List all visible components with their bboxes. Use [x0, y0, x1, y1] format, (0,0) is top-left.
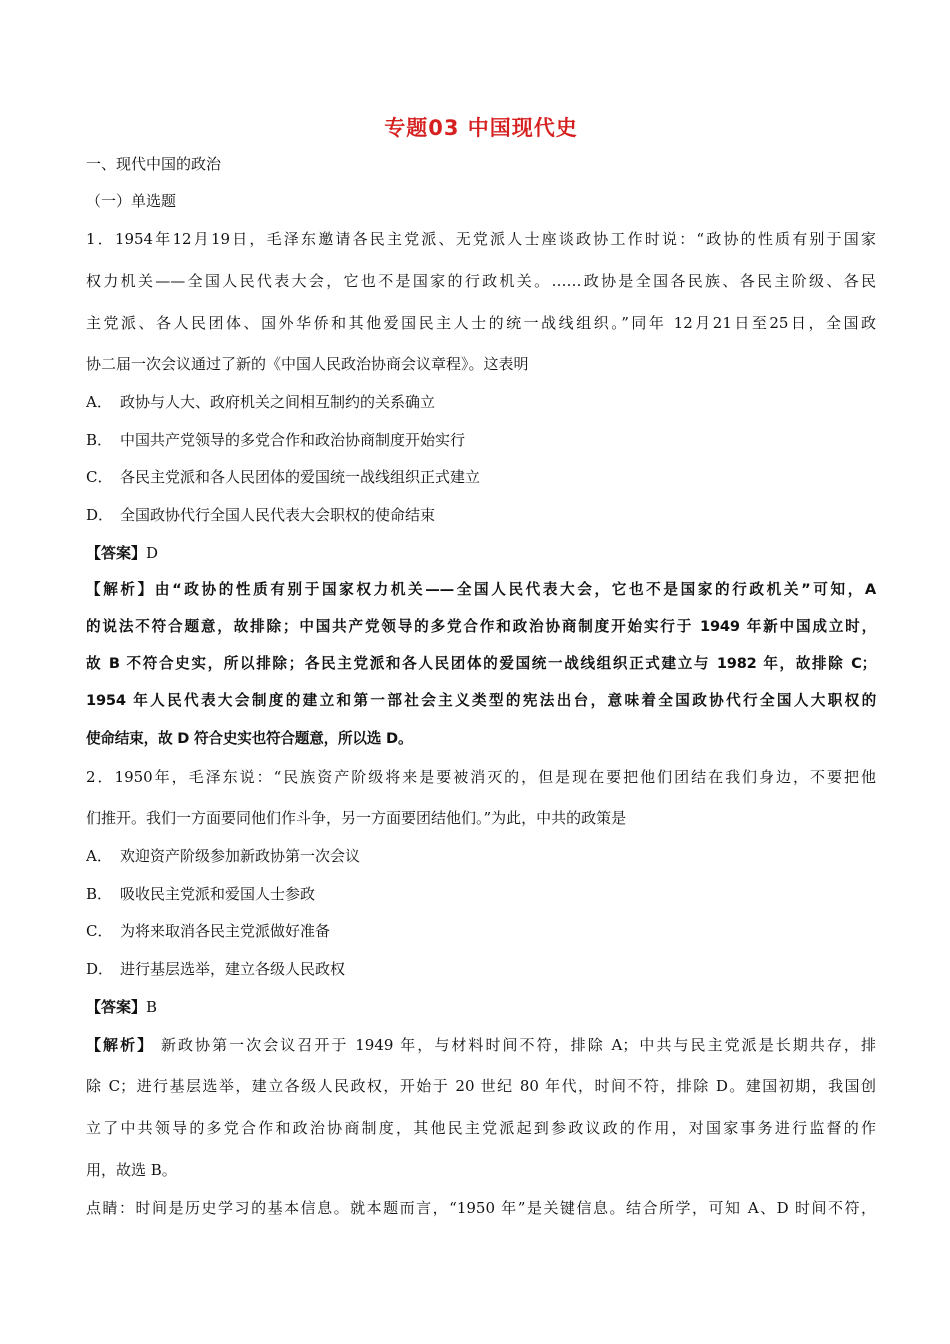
option-text: 欢迎资产阶级参加新政协第一次会议	[120, 847, 361, 865]
q1-stem-line: 权力机关——全国人民代表大会，它也不是国家的行政机关。……政协是全国各民族、各民主阶级、各民	[86, 272, 876, 290]
q1-stem-line: 1．1954年12月19日，毛泽东邀请各民主党派、无党派人士座谈政协工作时说：“政协的性质有别于国家	[86, 230, 876, 248]
q1-answer	[86, 543, 876, 563]
option-label: D．	[86, 506, 114, 524]
q2-analysis-line: 用，故选 B。	[86, 1161, 177, 1179]
option-label: A．	[86, 847, 112, 865]
q1-analysis-line: 故 B 不符合史实，所以排除；各民主党派和各人民团体的爱国统一战线组织正式建立与 1982 年，故排除 C；	[86, 655, 876, 672]
answer-value: B	[146, 998, 158, 1016]
option-text: 进行基层选举，建立各级人民政权	[120, 960, 346, 978]
q2-analysis-line: 除 C；进行基层选举，建立各级人民政权，开始于 20 世纪 80 年代，时间不符，排除 D。建国初期，我国创	[86, 1077, 876, 1095]
option-text: 为将来取消各民主党派做好准备	[120, 922, 331, 940]
q2-option-a	[86, 846, 876, 866]
option-text: 吸收民主党派和爱国人士参政	[120, 885, 316, 903]
analysis-tag: 【解析】	[86, 1036, 155, 1054]
q1-stem-line: 主党派、各人民团体、国外华侨和其他爱国民主人士的统一战线组织。”同年 12月21日至25日，全国政	[86, 314, 876, 332]
answer-value: D	[146, 544, 159, 562]
analysis-tag: 【解析】	[86, 581, 155, 598]
q1-option-a	[86, 392, 876, 412]
analysis-text: 由“政协的性质有别于国家权力机关——全国人民代表大会，它也不是国家的行政机关”可知，A	[154, 581, 876, 598]
option-label: A．	[86, 393, 112, 411]
q1-analysis-line: 使命结束，故 D 符合史实也符合题意，所以选 D。	[86, 730, 413, 747]
option-label: B．	[86, 431, 113, 449]
option-label: C．	[86, 468, 113, 486]
option-label: B．	[86, 885, 113, 903]
q2-option-c	[86, 921, 876, 941]
q2-stem-line: 2．1950年，毛泽东说：“民族资产阶级将来是要被消灭的，但是现在要把他们团结在我们身边，不要把他	[86, 768, 876, 786]
option-text: 各民主党派和各人民团体的爱国统一战线组织正式建立	[120, 468, 481, 486]
page-title: 专题03 中国现代史	[384, 116, 578, 140]
section-heading: 一、现代中国的政治	[86, 155, 222, 173]
q2-analysis-line: 立了中共领导的多党合作和政治协商制度，其他民主党派起到参政议政的作用，对国家事务进行监督的作	[86, 1119, 876, 1137]
q2-note-line: 点睛：时间是历史学习的基本信息。就本题而言，“1950 年”是关键信息。结合所学，可知 A、D 时间不符，	[86, 1199, 876, 1217]
q1-option-d	[86, 505, 876, 525]
answer-tag: 【答案】	[86, 544, 147, 562]
q2-analysis-line	[86, 1035, 876, 1055]
q2-answer	[86, 997, 876, 1017]
option-text: 全国政协代行全国人民代表大会职权的使命结束	[120, 506, 436, 524]
option-label: C．	[86, 922, 113, 940]
q2-stem-line: 们推开。我们一方面要同他们作斗争，另一方面要团结他们。”为此，中共的政策是	[86, 809, 627, 827]
analysis-text: 新政协第一次会议召开于 1949 年，与材料时间不符，排除 A；中共与民主党派是长期共存，排	[154, 1036, 876, 1054]
q1-analysis-line	[86, 580, 876, 600]
q1-option-c	[86, 467, 876, 487]
option-label: D．	[86, 960, 114, 978]
option-text: 政协与人大、政府机关之间相互制约的关系确立	[120, 393, 436, 411]
answer-tag: 【答案】	[86, 998, 147, 1016]
q1-option-b	[86, 430, 876, 450]
subsection-heading: （一）单选题	[86, 192, 177, 210]
q1-analysis-line: 1954 年人民代表大会制度的建立和第一部社会主义类型的宪法出台，意味着全国政协代行全国人大职权的	[86, 692, 876, 709]
q1-stem-line: 协二届一次会议通过了新的《中国人民政治协商会议章程》。这表明	[86, 355, 529, 373]
q1-analysis-line: 的说法不符合题意，故排除；中国共产党领导的多党合作和政治协商制度开始实行于 1949 年新中国成立时，	[86, 618, 876, 635]
option-text: 中国共产党领导的多党合作和政治协商制度开始实行	[120, 431, 466, 449]
q2-option-b	[86, 884, 876, 904]
q2-option-d	[86, 959, 876, 979]
